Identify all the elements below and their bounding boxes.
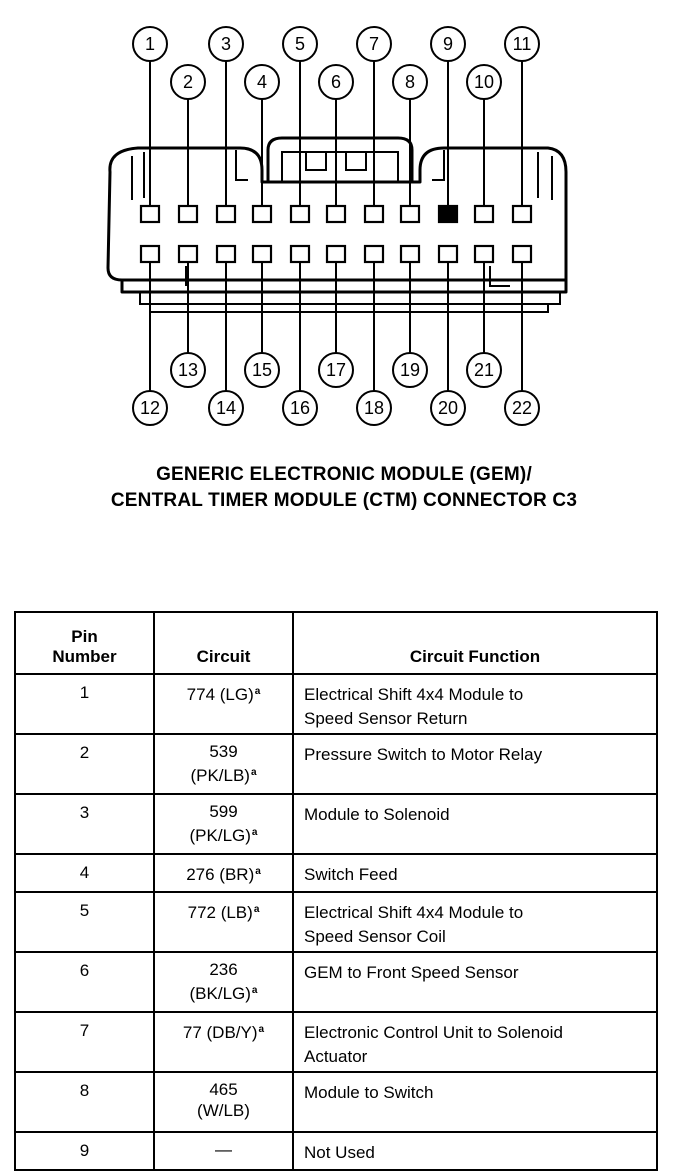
table-row — [15, 952, 657, 1012]
svg-text:15: 15 — [251, 360, 273, 380]
footnote-marker: a — [254, 686, 261, 697]
cell-circuit-function: Not Used — [293, 1132, 657, 1170]
cell-pin-number: 9 — [15, 1132, 154, 1170]
svg-text:19: 19 — [399, 360, 421, 380]
pin-label-14 — [209, 391, 243, 425]
svg-text:13: 13 — [177, 360, 199, 380]
pin-cavity-18 — [365, 246, 383, 262]
svg-text:1: 1 — [144, 34, 156, 54]
pin-label-2 — [171, 65, 205, 99]
cell-pin-number: 5 — [15, 892, 154, 952]
table-row — [15, 794, 657, 854]
pin-label-16 — [283, 391, 317, 425]
cell-pin-number: 6 — [15, 952, 154, 1012]
header-circuit-function: Circuit Function — [293, 612, 657, 674]
pin-label-1 — [133, 27, 167, 61]
pin-cavity-16 — [291, 246, 309, 262]
svg-text:17: 17 — [325, 360, 347, 380]
cell-pin-number: 4 — [15, 854, 154, 892]
pin-label-4 — [245, 65, 279, 99]
pin-cavity-10 — [475, 206, 493, 222]
cell-circuit-function: Module to Switch — [293, 1072, 657, 1132]
svg-text:8: 8 — [404, 72, 416, 92]
diagram-caption-line2: CENTRAL TIMER MODULE (CTM) CONNECTOR C3 — [110, 490, 578, 511]
footnote-marker: a — [255, 866, 261, 877]
pin-cavity-1 — [141, 206, 159, 222]
cell-circuit-function: Module to Solenoid — [293, 794, 657, 854]
pin-label-18 — [357, 391, 391, 425]
svg-text:6: 6 — [330, 72, 342, 92]
diagram-caption-line1: GENERIC ELECTRONIC MODULE (GEM)/ — [156, 464, 532, 485]
svg-text:7: 7 — [368, 34, 380, 54]
cell-circuit-function: Electrical Shift 4x4 Module to Speed Sensor Return — [293, 674, 657, 734]
pin-cavity-4 — [253, 206, 271, 222]
svg-text:11: 11 — [512, 34, 532, 54]
pin-cavity-11 — [513, 206, 531, 222]
footnote-marker: a — [253, 904, 260, 915]
pin-cavity-7 — [365, 206, 383, 222]
pin-cavity-17 — [327, 246, 345, 262]
pin-cavity-22 — [513, 246, 531, 262]
cell-circuit: 276 (BR)$^a$ — [154, 854, 293, 892]
pin-label-22 — [505, 391, 539, 425]
pin-cavity-3 — [217, 206, 235, 222]
pin-cavity-15 — [253, 246, 271, 262]
cell-circuit-function: Switch Feed — [293, 854, 657, 892]
cell-circuit: 599 $(PK/LG)^a$ — [154, 794, 293, 854]
footnote-marker: a — [250, 767, 257, 778]
pin-cavity-5 — [291, 206, 309, 222]
table-row — [15, 1012, 657, 1072]
pin-cavity-14 — [217, 246, 235, 262]
table-row — [15, 734, 657, 794]
svg-text:20: 20 — [437, 398, 459, 418]
pin-label-21 — [467, 353, 501, 387]
cell-circuit-function: Electronic Control Unit to Solenoid Actuator — [293, 1012, 657, 1072]
svg-text:22: 22 — [511, 398, 533, 418]
svg-text:14: 14 — [215, 398, 237, 418]
pin-cavity-21 — [475, 246, 493, 262]
svg-text:9: 9 — [442, 34, 454, 54]
cell-pin-number: 3 — [15, 794, 154, 854]
cell-circuit: 772 (LB)$^a$ — [154, 892, 293, 952]
pin-label-17 — [319, 353, 353, 387]
svg-text:10: 10 — [473, 72, 495, 92]
pin-label-19 — [393, 353, 427, 387]
pin-label-20 — [431, 391, 465, 425]
cell-circuit: 539 $(PK/LB)^a$ — [154, 734, 293, 794]
cell-pin-number: 1 — [15, 674, 154, 734]
footnote-marker: a — [251, 985, 258, 996]
pin-label-13 — [171, 353, 205, 387]
cell-circuit-function: GEM to Front Speed Sensor — [293, 952, 657, 1012]
cell-pin-number: 8 — [15, 1072, 154, 1132]
svg-text:18: 18 — [363, 398, 385, 418]
pin-label-6 — [319, 65, 353, 99]
footnote-marker: a — [258, 1024, 265, 1035]
table-row — [15, 854, 657, 892]
pin-label-15 — [245, 353, 279, 387]
svg-text:12: 12 — [139, 398, 161, 418]
header-pin-number — [15, 612, 154, 674]
pin-label-11 — [505, 27, 539, 61]
cell-circuit: — — [154, 1132, 293, 1170]
header-circuit: Circuit — [154, 612, 293, 674]
pin-cavity-8 — [401, 206, 419, 222]
cell-circuit: 236 $(BK/LG)^a$ — [154, 952, 293, 1012]
pin-label-12 — [133, 391, 167, 425]
svg-text:16: 16 — [289, 398, 311, 418]
pin-cavity-2 — [179, 206, 197, 222]
cell-circuit-function: Electrical Shift 4x4 Module to Speed Sensor Coil — [293, 892, 657, 952]
cell-pin-number: 2 — [15, 734, 154, 794]
svg-text:2: 2 — [182, 72, 194, 92]
pin-label-9 — [431, 27, 465, 61]
svg-text:4: 4 — [256, 72, 268, 92]
table-row — [15, 892, 657, 952]
table-row — [15, 1132, 657, 1170]
pin-cavity-13 — [179, 246, 197, 262]
pin-cavity-12 — [141, 246, 159, 262]
pin-label-10 — [467, 65, 501, 99]
table-row — [15, 1072, 657, 1132]
footnote-marker: a — [251, 827, 258, 838]
connector-diagram — [0, 0, 688, 450]
pin-cavity-9 — [439, 206, 457, 222]
svg-text:5: 5 — [294, 34, 306, 54]
pin-table — [14, 611, 658, 1171]
pin-label-7 — [357, 27, 391, 61]
pin-cavity-19 — [401, 246, 419, 262]
pin-label-5 — [283, 27, 317, 61]
cell-circuit: 774 (LG)$^a$ — [154, 674, 293, 734]
table-header-row — [15, 612, 657, 674]
svg-text:3: 3 — [220, 34, 232, 54]
cell-circuit-function: Pressure Switch to Motor Relay — [293, 734, 657, 794]
svg-text:21: 21 — [473, 360, 495, 380]
pin-cavity-6 — [327, 206, 345, 222]
cell-circuit: 465 (W/LB) — [154, 1072, 293, 1132]
table-row — [15, 674, 657, 734]
cell-pin-number: 7 — [15, 1012, 154, 1072]
header-pin-line1: Pin — [71, 627, 98, 646]
pin-cavity-20 — [439, 246, 457, 262]
pin-label-8 — [393, 65, 427, 99]
header-pin-line2: Number — [52, 647, 117, 666]
pin-label-3 — [209, 27, 243, 61]
cell-circuit: 77 $(DB/Y)^a$ — [154, 1012, 293, 1072]
